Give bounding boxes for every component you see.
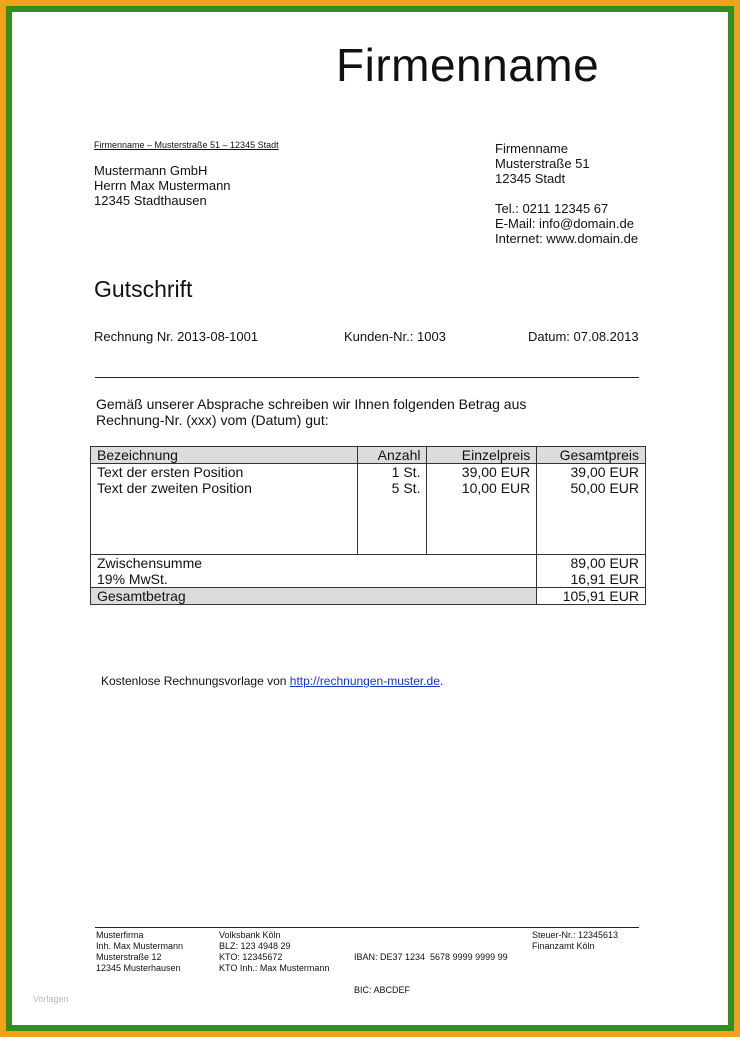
item-description: Text der ersten Position	[91, 464, 358, 481]
footer-tax-number: Steuer-Nr.: 12345613	[532, 930, 619, 940]
footer-street: Musterstraße 12	[96, 952, 162, 962]
invoice-number: Rechnung Nr. 2013-08-1001	[94, 329, 259, 344]
contact-phone: Tel.: 0211 12345 67	[495, 201, 609, 216]
footer-company-name: Musterfirma	[96, 930, 144, 940]
subtotal-row	[91, 555, 646, 572]
grand-total-row	[91, 588, 646, 605]
recipient-person: Herrn Max Mustermann	[94, 178, 231, 193]
template-note	[101, 674, 443, 688]
footer-company-column	[96, 930, 183, 974]
grand-total-value: 105,91 EUR	[537, 588, 646, 605]
col-header-description: Bezeichnung	[91, 447, 358, 464]
items-table	[90, 446, 646, 605]
company-contact-block	[495, 141, 638, 246]
col-header-total-price: Gesamtpreis	[537, 447, 646, 464]
footer-city: 12345 Musterhausen	[96, 963, 181, 973]
recipient-city: 12345 Stadthausen	[94, 193, 207, 208]
grand-total-label: Gesamtbetrag	[91, 588, 537, 605]
col-header-quantity: Anzahl	[357, 447, 427, 464]
template-note-suffix: .	[439, 674, 444, 688]
intro-text	[96, 396, 566, 428]
contact-street: Musterstraße 51	[495, 156, 590, 171]
footer-bic: BIC: ABCDEF	[354, 985, 411, 995]
item-unit-price: 10,00 EUR	[427, 480, 537, 496]
contact-website: Internet: www.domain.de	[495, 231, 639, 246]
col-header-unit-price: Einzelpreis	[427, 447, 537, 464]
separator-line	[95, 377, 639, 378]
footer-iban: IBAN: DE37 1234 5678 9999 9999 99	[354, 952, 508, 962]
contact-email: E-Mail: info@domain.de	[495, 216, 634, 231]
document-title: Gutschrift	[94, 276, 193, 302]
subtotal-label: Zwischensumme	[91, 555, 537, 572]
item-quantity: 1 St.	[357, 464, 427, 481]
table-row	[91, 464, 646, 481]
document-date: Datum: 07.08.2013	[528, 329, 639, 344]
item-total: 50,00 EUR	[537, 480, 646, 496]
footer-blz: BLZ: 123 4948 29	[219, 941, 291, 951]
footer-tax-column	[532, 930, 618, 952]
recipient-company: Mustermann GmbH	[94, 163, 208, 178]
item-total: 39,00 EUR	[537, 464, 646, 481]
intro-line-2: Rechnung-Nr. (xxx) vom (Datum) gut:	[96, 412, 329, 428]
sender-address-line: Firmenname – Musterstraße 51 – 12345 Stadt	[94, 140, 279, 150]
footer-tax-office: Finanzamt Köln	[532, 941, 595, 951]
tax-value: 16,91 EUR	[537, 571, 646, 588]
footer-account-holder: KTO Inh.: Max Mustermann	[219, 963, 330, 973]
subtotal-value: 89,00 EUR	[537, 555, 646, 572]
footer-owner: Inh. Max Mustermann	[96, 941, 184, 951]
footer-account: KTO: 12345672	[219, 952, 283, 962]
footer-bank-name: Volksbank Köln	[219, 930, 281, 940]
footer-separator-line	[95, 927, 639, 928]
intro-line-1: Gemäß unserer Absprache schreiben wir Ihnen folgenden Betrag aus	[96, 396, 527, 412]
recipient-address	[94, 163, 231, 208]
contact-name: Firmenname	[495, 141, 568, 156]
watermark-text: Vorlagen	[33, 994, 69, 1004]
table-header-row	[91, 447, 646, 464]
item-quantity: 5 St.	[357, 480, 427, 496]
table-row	[91, 480, 646, 496]
template-note-prefix: Kostenlose Rechnungsvorlage von	[101, 674, 290, 688]
footer-iban-column	[354, 930, 508, 1007]
contact-city: 12345 Stadt	[495, 171, 566, 186]
table-empty-area	[91, 496, 646, 555]
item-unit-price: 39,00 EUR	[427, 464, 537, 481]
tax-row	[91, 571, 646, 588]
template-link[interactable]: http://rechnungen-muster.de	[289, 674, 440, 688]
footer-bank-column	[219, 930, 329, 974]
company-title: Firmenname	[336, 39, 600, 91]
item-description: Text der zweiten Position	[91, 480, 358, 496]
tax-label: 19% MwSt.	[91, 571, 537, 588]
customer-number: Kunden-Nr.: 1003	[344, 329, 446, 344]
